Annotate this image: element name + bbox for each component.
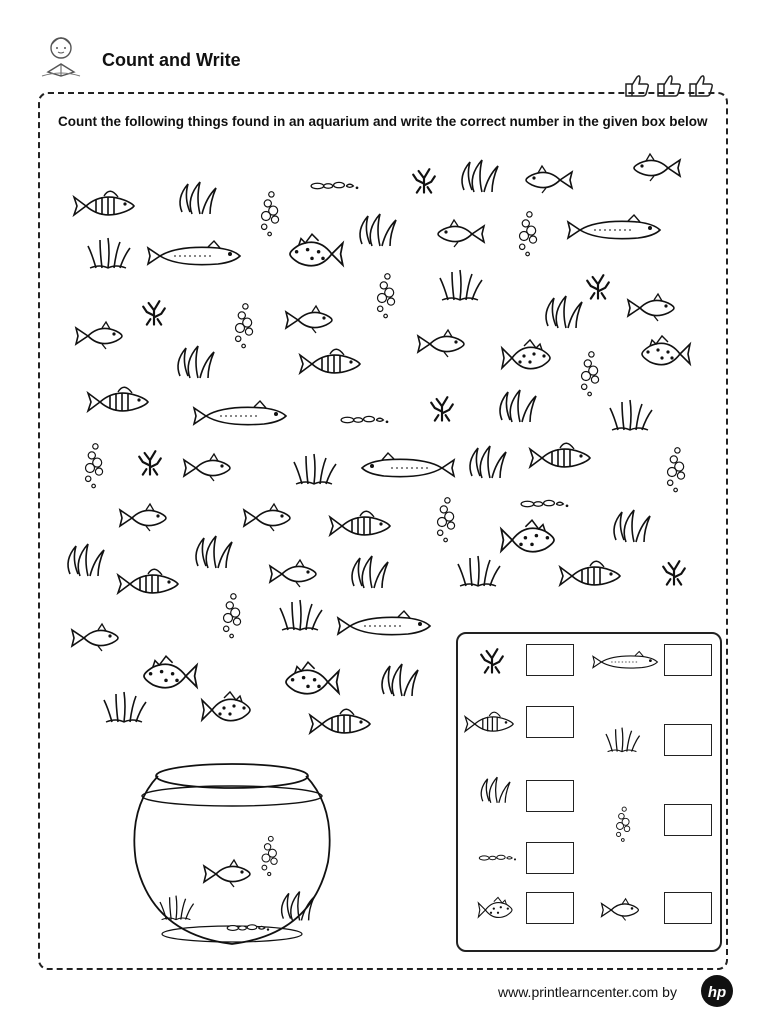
bubbles-icon (617, 807, 630, 841)
spotted-fish-icon (478, 897, 512, 917)
instructions: Count the following things found in an aquarium and write the correct number in the given box below (58, 114, 708, 129)
answer-box[interactable] (526, 842, 574, 874)
page-title: Count and Write (102, 50, 241, 70)
hp-logo-text: hp (707, 984, 727, 1001)
answer-box[interactable] (664, 644, 712, 676)
answer-box[interactable] (664, 804, 712, 836)
coral-icon (481, 649, 503, 672)
answer-box[interactable] (526, 644, 574, 676)
small-fish-icon (602, 899, 639, 921)
answer-box[interactable] (664, 724, 712, 756)
answer-box[interactable] (526, 892, 574, 924)
footer-text: www.printlearncenter.com by (498, 984, 677, 1000)
answer-box[interactable] (526, 706, 574, 738)
answer-box[interactable] (526, 780, 574, 812)
grass-icon (606, 728, 640, 752)
striped-fish-icon (465, 712, 513, 731)
answer-box[interactable] (664, 892, 712, 924)
seaweed-icon (481, 777, 510, 803)
pebbles-icon (479, 855, 516, 860)
hp-logo-icon (700, 974, 734, 1008)
long-fish-icon (593, 652, 657, 669)
